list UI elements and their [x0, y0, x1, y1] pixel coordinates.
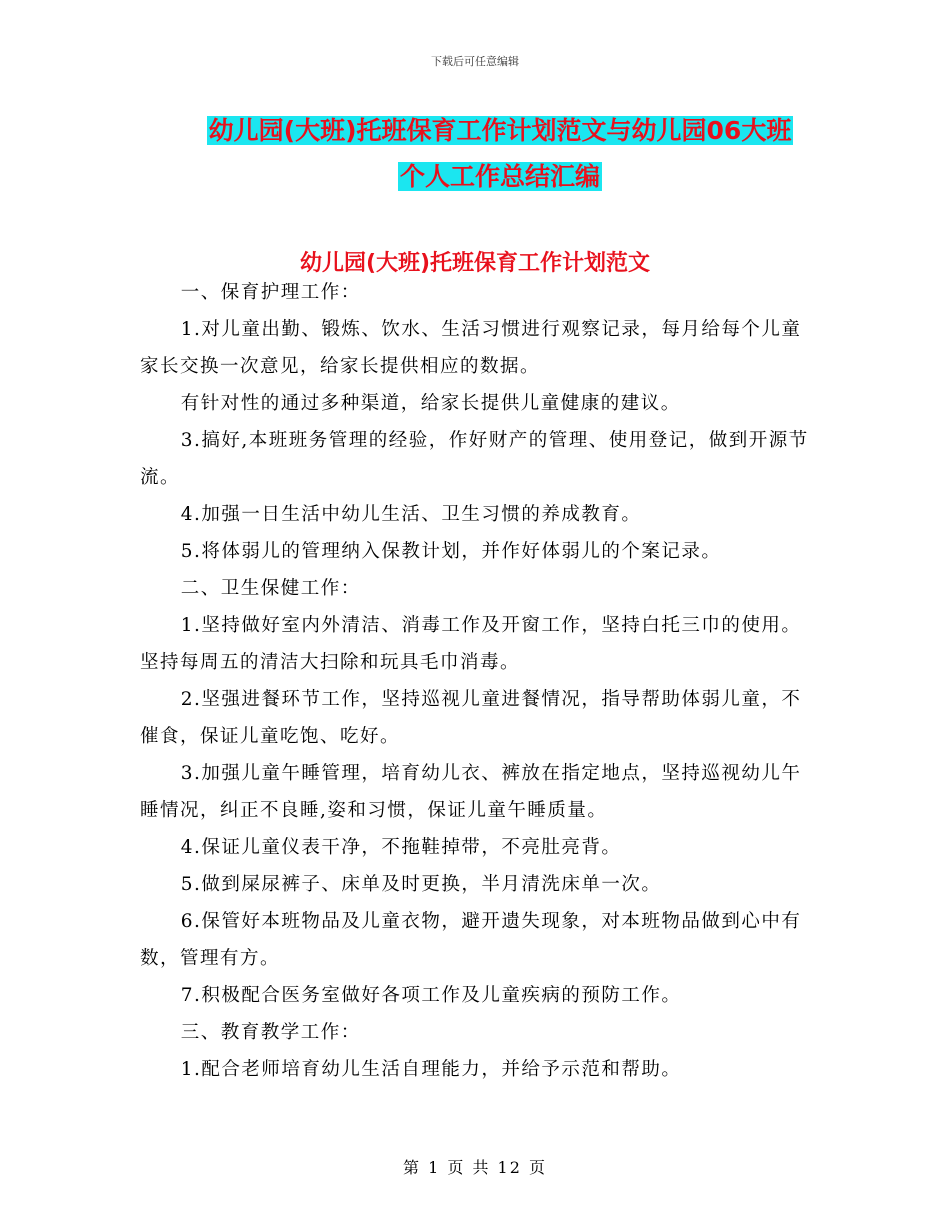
paragraph: 3.搞好,本班班务管理的经验，作好财产的管理、使用登记，做到开源节流。 — [140, 430, 809, 488]
paragraph: 2.坚强进餐环节工作，坚持巡视儿童进餐情况，指导帮助体弱儿童，不催食，保证儿童吃饱、吃好。 — [140, 689, 802, 747]
paragraph: 5.将体弱儿的管理纳入保教计划，并作好体弱儿的个案记录。 — [180, 541, 722, 562]
header-note: 下载后可任意编辑 — [431, 55, 519, 68]
paragraph: 4.加强一日生活中幼儿生活、卫生习惯的养成教育。 — [180, 504, 642, 525]
page-footer: 第 1 页 共 12 页 — [403, 1158, 547, 1177]
paragraph: 1.配合老师培育幼儿生活自理能力，并给予示范和帮助。 — [180, 1059, 682, 1080]
document-body — [140, 274, 812, 1088]
paragraph: 3.加强儿童午睡管理，培育幼儿衣、裤放在指定地点，坚持巡视幼儿午睡情况，纠正不良睡,姿和习惯，保证儿童午睡质量。 — [140, 763, 802, 821]
paragraph: 5.做到屎尿裤子、床单及时更换，半月清洗床单一次。 — [180, 874, 662, 895]
paragraph: 1.对儿童出勤、锻炼、饮水、生活习惯进行观察记录，每月给每个儿童家长交换一次意见，给家长提供相应的数据。 — [140, 319, 802, 377]
document-title-line-1: 幼儿园(大班)托班保育工作计划范文与幼儿园06大班 — [208, 116, 792, 145]
paragraph: 三、教育教学工作： — [180, 1022, 361, 1043]
paragraph: 有针对性的通过多种渠道，给家长提供儿童健康的建议。 — [180, 393, 681, 414]
paragraph: 二、卫生保健工作： — [180, 578, 361, 599]
document-title-line-2: 个人工作总结汇编 — [399, 162, 600, 191]
paragraph: 一、保育护理工作： — [180, 282, 361, 303]
document-title — [150, 108, 850, 200]
paragraph: 7.积极配合医务室做好各项工作及儿童疾病的预防工作。 — [180, 985, 682, 1006]
paragraph: 6.保管好本班物品及儿童衣物，避开遗失现象，对本班物品做到心中有数，管理有方。 — [140, 911, 802, 969]
paragraph: 1.坚持做好室内外清洁、消毒工作及开窗工作，坚持白托三巾的使用。坚持每周五的清洁大扫除和玩具毛巾消毒。 — [140, 615, 802, 673]
section-title: 幼儿园(大班)托班保育工作计划范文 — [299, 251, 651, 276]
paragraph: 4.保证儿童仪表干净，不拖鞋掉带，不亮肚亮背。 — [180, 837, 622, 858]
